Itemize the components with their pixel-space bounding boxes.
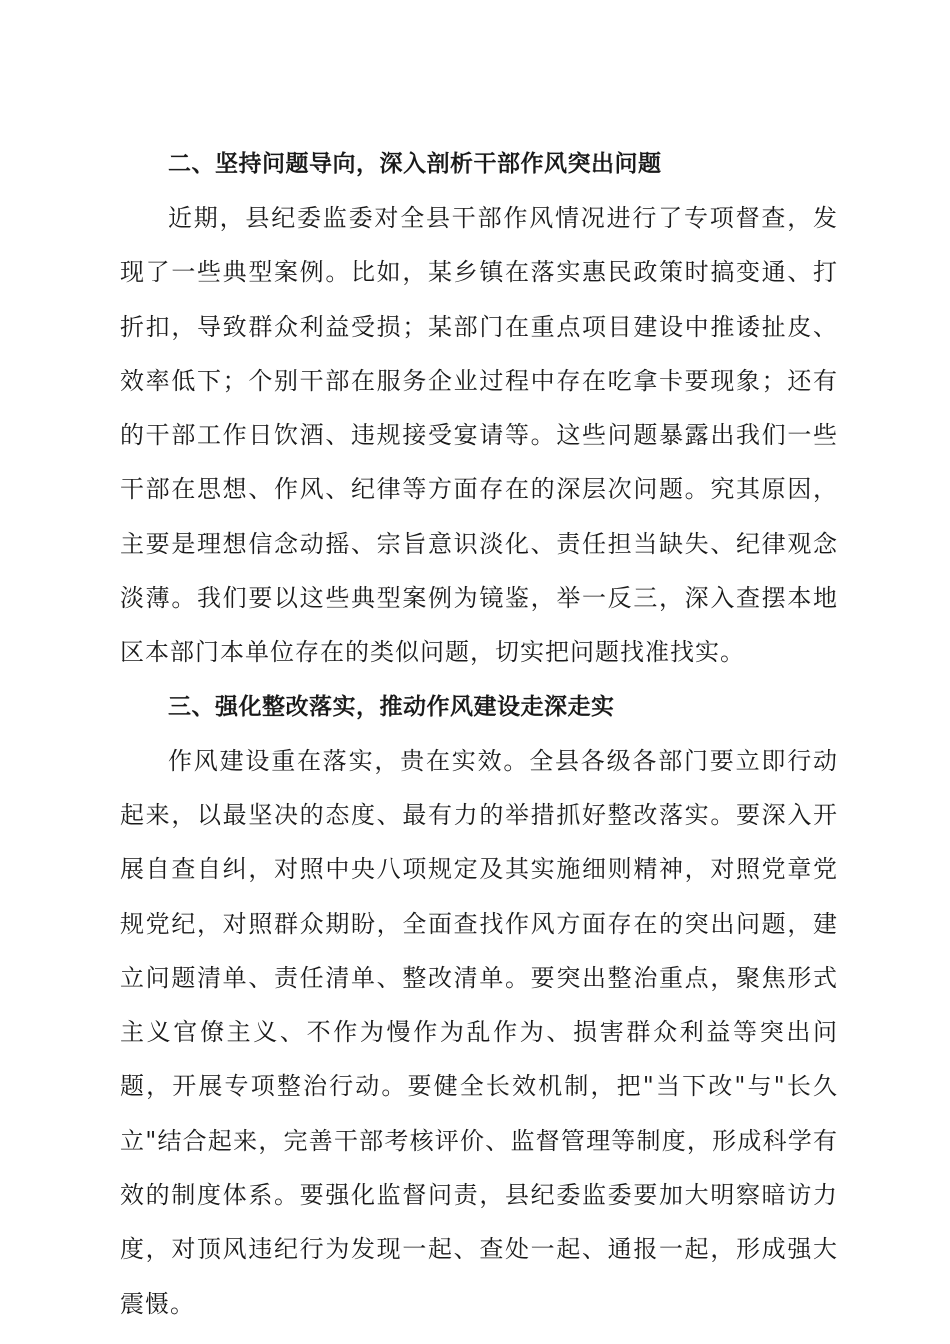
section-paragraph-2: 近期，县纪委监委对全县干部作风情况进行了专项督查，发现了一些典型案例。比如，某乡镇在落实惠民政策时搞变通、打折扣，导致群众利益受损；某部门在重点项目建设中推诿扯皮、效率低下；个别干部在服务企业过程中存在吃拿卡要现象；还有的干部工作日饮酒、违规接受宴请等。这些问题暴露出我们一些干部在思想、作风、纪律等方面存在的深层次问题。究其原因，主要是理想信念动摇、宗旨意识淡化、责任担当缺失、纪律观念淡薄。我们要以这些典型案例为镜鉴，举一反三，深入查摆本地区本部门本单位存在的类似问题，切实把问题找准找实。 — [120, 204, 838, 667]
section-heading-2: 二、坚持问题导向，深入剖析干部作风突出问题 — [168, 151, 662, 177]
document-body — [120, 137, 838, 1331]
section-heading-3: 三、强化整改落实，推动作风建设走深走实 — [168, 693, 615, 720]
section-paragraph-3: 作风建设重在落实，贵在实效。全县各级各部门要立即行动起来，以最坚决的态度、最有力的举措抓好整改落实。要深入开展自查自纠，对照中央八项规定及其实施细则精神，对照党章党规党纪，对照群众期盼，全面查找作风方面存在的突出问题，建立问题清单、责任清单、整改清单。要突出整治重点，聚焦形式主义官僚主义、不作为慢作为乱作为、损害群众利益等突出问题，开展专项整治行动。要健全长效机制，把"当下改"与"长久立"结合起来，完善干部考核评价、监督管理等制度，形成科学有效的制度体系。要强化监督问责，县纪委监委要加大明察暗访力度，对顶风违纪行为发现一起、查处一起、通报一起，形成强大震慑。 — [120, 746, 838, 1318]
